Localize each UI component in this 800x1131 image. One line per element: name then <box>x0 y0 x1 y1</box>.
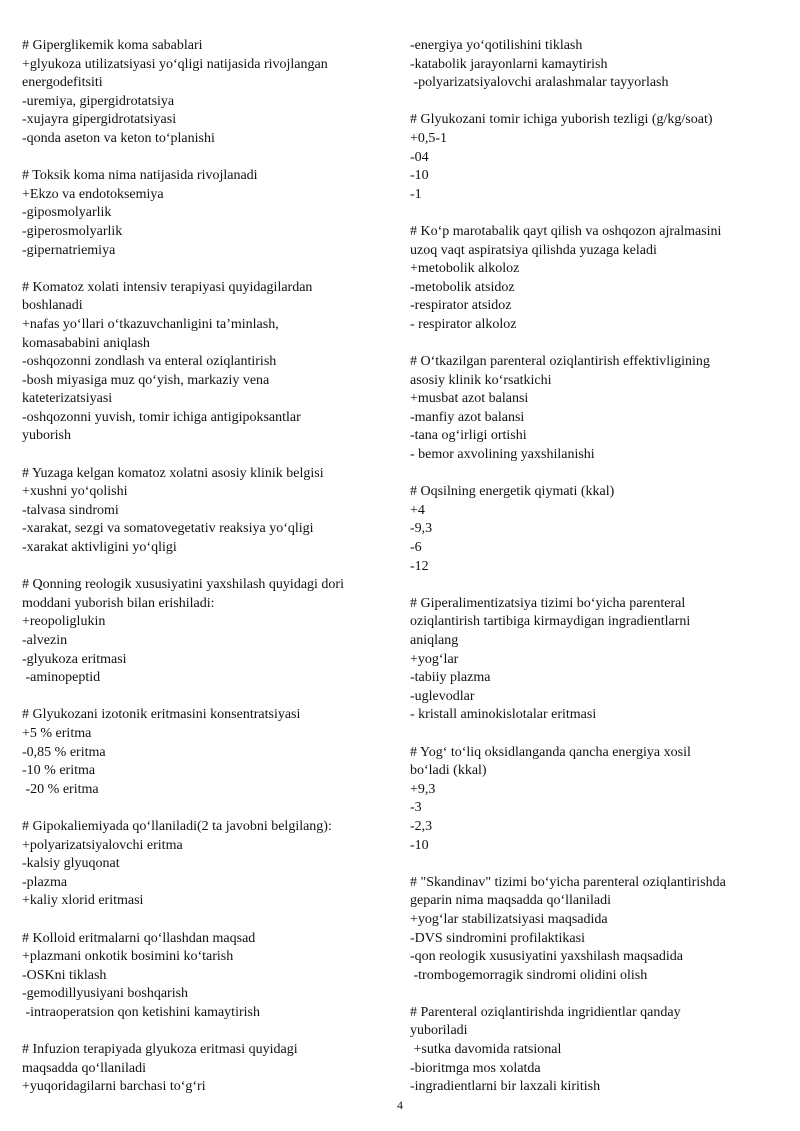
answer-option: komasababini aniqlash <box>22 335 150 351</box>
blank-line <box>22 688 394 707</box>
answer-option: +yog‘lar stabilizatsiyasi maqsadida <box>410 911 608 927</box>
answer-option: maqsadda qo‘llaniladi <box>22 1060 147 1076</box>
answer-option: aniqlang <box>410 633 459 648</box>
answer-option: +5 % eritma <box>22 725 92 741</box>
answer-option: -metobolik atsidoz <box>410 279 515 295</box>
answer-option: boshlanadi <box>22 298 83 314</box>
question-text: # Parenteral oziqlantirishda ingridientlar qanday <box>410 1004 681 1020</box>
answer-option: geparin nima maqsadda qo‘llaniladi <box>410 893 611 909</box>
question-text: # O‘tkazilgan parenteral oziqlantirish effektivligining <box>410 354 710 370</box>
answer-option: +sutka davomida ratsional <box>410 1042 562 1058</box>
answer-option: -xujayra gipergidrotatsiyasi <box>22 112 177 128</box>
answer-option: -0,85 % eritma <box>22 744 106 760</box>
answer-option: -manfiy azot balansi <box>410 409 525 425</box>
question-text: # Toksik koma nima natijasida rivojlanadi <box>22 168 258 184</box>
answer-option: -10 % eritma <box>22 763 96 779</box>
answer-option: -DVS sindromini profilaktikasi <box>410 930 585 946</box>
answer-option: +polyarizatsiyalovchi eritma <box>22 837 183 853</box>
blank-line <box>22 446 394 465</box>
question-text: # Oqsilning energetik qiymati (kkal) <box>410 484 615 500</box>
answer-option: bo‘ladi (kkal) <box>410 763 487 779</box>
page-number: 4 <box>397 1098 403 1112</box>
question-text: # Glyukozani izotonik eritmasini konsentratsiyasi <box>22 707 301 723</box>
blank-line <box>22 911 394 930</box>
answer-option: +musbat azot balansi <box>410 391 529 407</box>
answer-option: -2,3 <box>410 818 433 834</box>
answer-option: uzoq vaqt aspiratsiya qilishda yuzaga keladi <box>410 242 657 258</box>
answer-option: -tabiiy plazma <box>410 670 491 686</box>
blank-line <box>410 985 782 1004</box>
question-text: # Glyukozani tomir ichiga yuborish tezligi (g/kg/soat) <box>410 112 713 128</box>
answer-option: -gipernatriemiya <box>22 242 116 258</box>
answer-option: -talvasa sindromi <box>22 502 119 518</box>
blank-line <box>410 335 782 354</box>
question-text: # Qonning reologik xususiyatini yaxshilash quyidagi dori <box>22 577 344 593</box>
answer-option: +reopoliglukin <box>22 614 106 630</box>
answer-option: -12 <box>410 558 429 574</box>
answer-option: -9,3 <box>410 521 433 537</box>
answer-option: -qon reologik xususiyatini yaxshilash maqsadida <box>410 949 683 965</box>
question-text: # Gipokaliemiyada qo‘llaniladi(2 ta javobni belgilang): <box>22 818 332 834</box>
answer-option: +plazmani onkotik bosimini ko‘tarish <box>22 949 234 965</box>
answer-option: -ingradientlarni bir laxzali kiritish <box>410 1079 601 1095</box>
blank-line <box>410 465 782 484</box>
answer-option: -6 <box>410 540 422 556</box>
answer-option: -oshqozonni yuvish, tomir ichiga antigipoksantlar <box>22 409 301 425</box>
answer-option: +xushni yo‘qolishi <box>22 484 128 500</box>
question-text: # Giperalimentizatsiya tizimi bo‘yicha parenteral <box>410 595 686 611</box>
answer-option: - kristall aminokislotalar eritmasi <box>410 707 597 723</box>
answer-option: +nafas yo‘llari o‘tkazuvchanligini ta’minlash, <box>22 316 279 332</box>
answer-option: -OSKni tiklash <box>22 967 107 983</box>
answer-option: - bemor axvolining yaxshilanishi <box>410 447 595 463</box>
blank-line <box>410 855 782 874</box>
blank-line <box>410 725 782 744</box>
answer-option: -polyarizatsiyalovchi aralashmalar tayyorlash <box>410 75 669 91</box>
answer-option: -alvezin <box>22 633 68 648</box>
blank-line <box>22 1022 394 1041</box>
blank-line <box>410 204 782 223</box>
answer-option: -tana og‘irligi ortishi <box>410 428 527 444</box>
answer-option: -intraoperatsion qon ketishini kamaytirish <box>22 1004 260 1020</box>
answer-option: -giposmolyarlik <box>22 205 112 221</box>
answer-option: +kaliy xlorid eritmasi <box>22 893 144 909</box>
answer-option: +4 <box>410 502 425 518</box>
answer-option: asosiy klinik ko‘rsatkichi <box>410 372 552 388</box>
answer-option: -glyukoza eritmasi <box>22 651 127 667</box>
answer-option: yuborish <box>22 428 71 444</box>
answer-option: -20 % eritma <box>22 781 99 797</box>
question-text: # Kolloid eritmalarni qo‘llashdan maqsad <box>22 930 256 946</box>
blank-line <box>22 260 394 279</box>
blank-line <box>22 149 394 168</box>
answer-option: -katabolik jarayonlarni kamaytirish <box>410 56 608 72</box>
answer-option: -3 <box>410 800 422 816</box>
answer-option: -xarakat aktivligini yo‘qligi <box>22 540 177 556</box>
answer-option: -respirator atsidoz <box>410 298 512 314</box>
blank-line <box>22 558 394 577</box>
answer-option: yuboriladi <box>410 1023 468 1039</box>
question-text: # Komatoz xolati intensiv terapiyasi quyidagilardan <box>22 279 313 295</box>
answer-option: -oshqozonni zondlash va enteral oziqlantirish <box>22 354 277 370</box>
answer-option: -qonda aseton va keton to‘planishi <box>22 130 215 146</box>
answer-option: -xarakat, sezgi va somatovegetativ reaksiya yo‘qligi <box>22 521 314 537</box>
answer-option: +Ekzo va endotoksemiya <box>22 186 164 202</box>
answer-option: +glyukoza utilizatsiyasi yo‘qligi natijasida rivojlangan <box>22 56 328 72</box>
blank-line <box>410 93 782 112</box>
question-text: # Giperglikemik koma sabablari <box>22 38 203 53</box>
answer-option: -10 <box>410 168 429 184</box>
answer-option: -energiya yo‘qotilishini tiklash <box>410 38 583 53</box>
answer-option: -giperosmolyarlik <box>22 223 123 239</box>
question-text: # Yog‘ to‘liq oksidlanganda qancha energiya xosil <box>410 744 691 760</box>
question-text: # Yuzaga kelgan komatoz xolatni asosiy klinik belgisi <box>22 465 324 481</box>
answer-option: kateterizatsiyasi <box>22 391 113 407</box>
answer-option: +9,3 <box>410 781 436 797</box>
answer-option: -aminopeptid <box>22 670 101 686</box>
answer-option: -10 <box>410 837 429 853</box>
answer-option: -04 <box>410 149 429 165</box>
answer-option: - respirator alkoloz <box>410 316 517 332</box>
right-column <box>410 37 782 1097</box>
blank-line <box>410 576 782 595</box>
question-text: # Infuzion terapiyada glyukoza eritmasi quyidagi <box>22 1042 298 1058</box>
answer-option: moddani yuborish bilan erishiladi: <box>22 595 215 611</box>
answer-option: +yog‘lar <box>410 651 459 667</box>
answer-option: +yuqoridagilarni barchasi to‘g‘ri <box>22 1079 206 1095</box>
answer-option: -bioritmga mos xolatda <box>410 1060 541 1076</box>
answer-option: +0,5-1 <box>410 130 448 146</box>
answer-option: -1 <box>410 186 422 202</box>
answer-option: -plazma <box>22 874 68 890</box>
blank-line <box>22 799 394 818</box>
answer-option: -bosh miyasiga muz qo‘yish, markaziy vena <box>22 372 270 388</box>
question-text: # "Skandinav" tizimi bo‘yicha parenteral oziqlantirishda <box>410 874 726 890</box>
answer-option: +metobolik alkoloz <box>410 261 520 277</box>
answer-option: oziqlantirish tartibiga kirmaydigan ingradientlarni <box>410 614 691 630</box>
answer-option: -trombogemorragik sindromi olidini olish <box>410 967 648 983</box>
answer-option: energodefitsiti <box>22 75 103 91</box>
answer-option: -uglevodlar <box>410 688 475 704</box>
question-text: # Ko‘p marotabalik qayt qilish va oshqozon ajralmasini <box>410 223 722 239</box>
answer-option: -gemodillyusiyani boshqarish <box>22 986 189 1002</box>
left-column <box>22 37 394 1097</box>
answer-option: -kalsiy glyuqonat <box>22 856 120 872</box>
answer-option: -uremiya, gipergidrotatsiya <box>22 93 175 109</box>
